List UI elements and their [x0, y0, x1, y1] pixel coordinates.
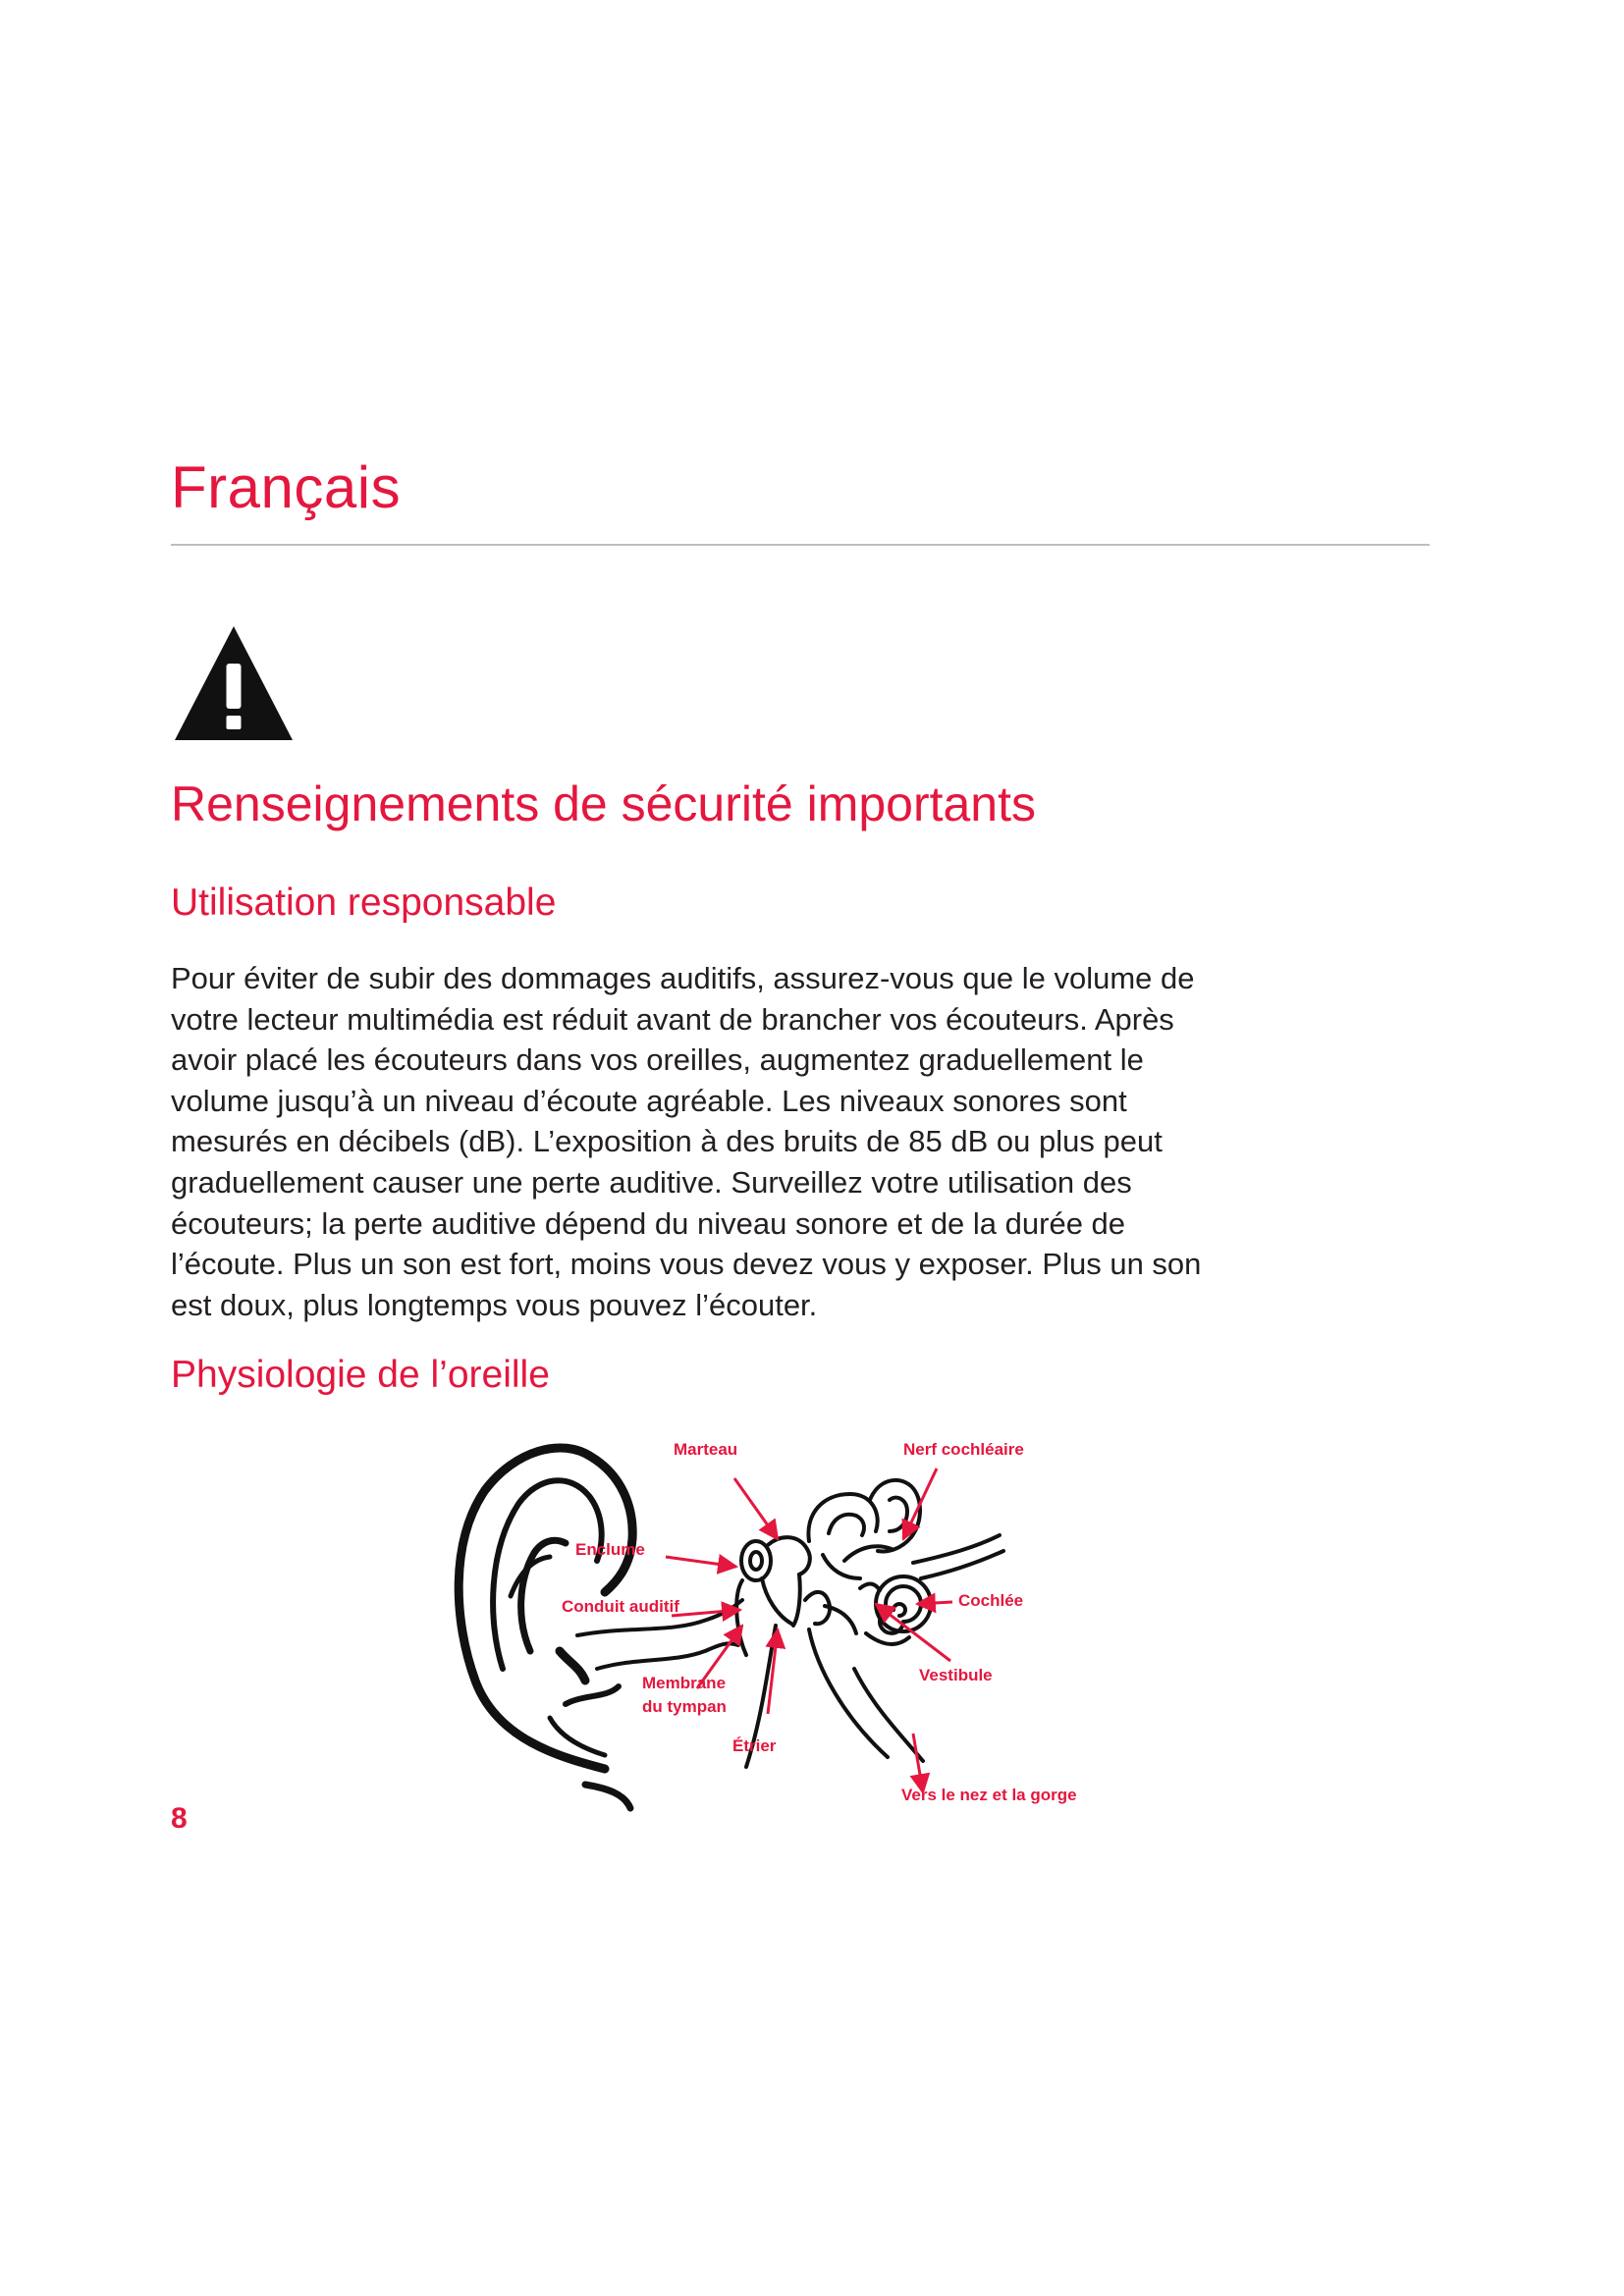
- label-etrier: Étrier: [732, 1736, 777, 1755]
- body-line: est doux, plus longtemps vous pouvez l’écouter.: [171, 1287, 818, 1322]
- page-number: 8: [171, 1802, 188, 1835]
- body-line: mesurés en décibels (dB). L’exposition à des bruits de 85 dB ou plus peut: [171, 1124, 1163, 1159]
- safety-title: Renseignements de sécurité importants: [171, 776, 1037, 831]
- body-line: votre lecteur multimédia est réduit avant de brancher vos écouteurs. Après: [171, 1001, 1174, 1037]
- inner-ear-drawing: [808, 1480, 1003, 1761]
- label-marteau: Marteau: [674, 1440, 738, 1459]
- label-enclume: Enclume: [575, 1540, 645, 1559]
- body-line: l’écoute. Plus un son est fort, moins vous devez vous y exposer. Plus un son: [171, 1247, 1202, 1282]
- label-conduit-auditif: Conduit auditif: [562, 1597, 679, 1616]
- body-line: graduellement causer une perte auditive. Surveillez votre utilisation des: [171, 1164, 1132, 1200]
- section-title-responsible-use: Utilisation responsable: [171, 881, 557, 924]
- label-membrane: Membrane: [642, 1674, 727, 1692]
- header-divider: [171, 544, 1430, 546]
- label-vestibule: Vestibule: [919, 1666, 993, 1684]
- warning-triangle-icon: [171, 622, 297, 744]
- language-title: Français: [171, 454, 402, 520]
- label-du-tympan: du tympan: [642, 1697, 727, 1716]
- label-cochlee: Cochlée: [958, 1591, 1024, 1610]
- ear-anatomy-diagram: [412, 1423, 1139, 1816]
- outer-ear-drawing: [459, 1448, 632, 1808]
- body-line: avoir placé les écouteurs dans vos oreilles, augmentez graduellement le: [171, 1042, 1144, 1078]
- section-title-ear-physiology: Physiologie de l’oreille: [171, 1354, 550, 1396]
- label-vers-le-nez: Vers le nez et la gorge: [901, 1786, 1077, 1804]
- middle-ear-drawing: [736, 1537, 888, 1767]
- body-line: Pour éviter de subir des dommages auditifs, assurez-vous que le volume de: [171, 961, 1195, 995]
- label-nerf-cochleaire: Nerf cochléaire: [903, 1440, 1024, 1459]
- section-body-responsible-use: [171, 958, 1349, 1325]
- body-line: volume jusqu’à un niveau d’écoute agréable. Les niveaux sonores sont: [171, 1083, 1127, 1118]
- body-line: écouteurs; la perte auditive dépend du niveau sonore et de la durée de: [171, 1205, 1126, 1241]
